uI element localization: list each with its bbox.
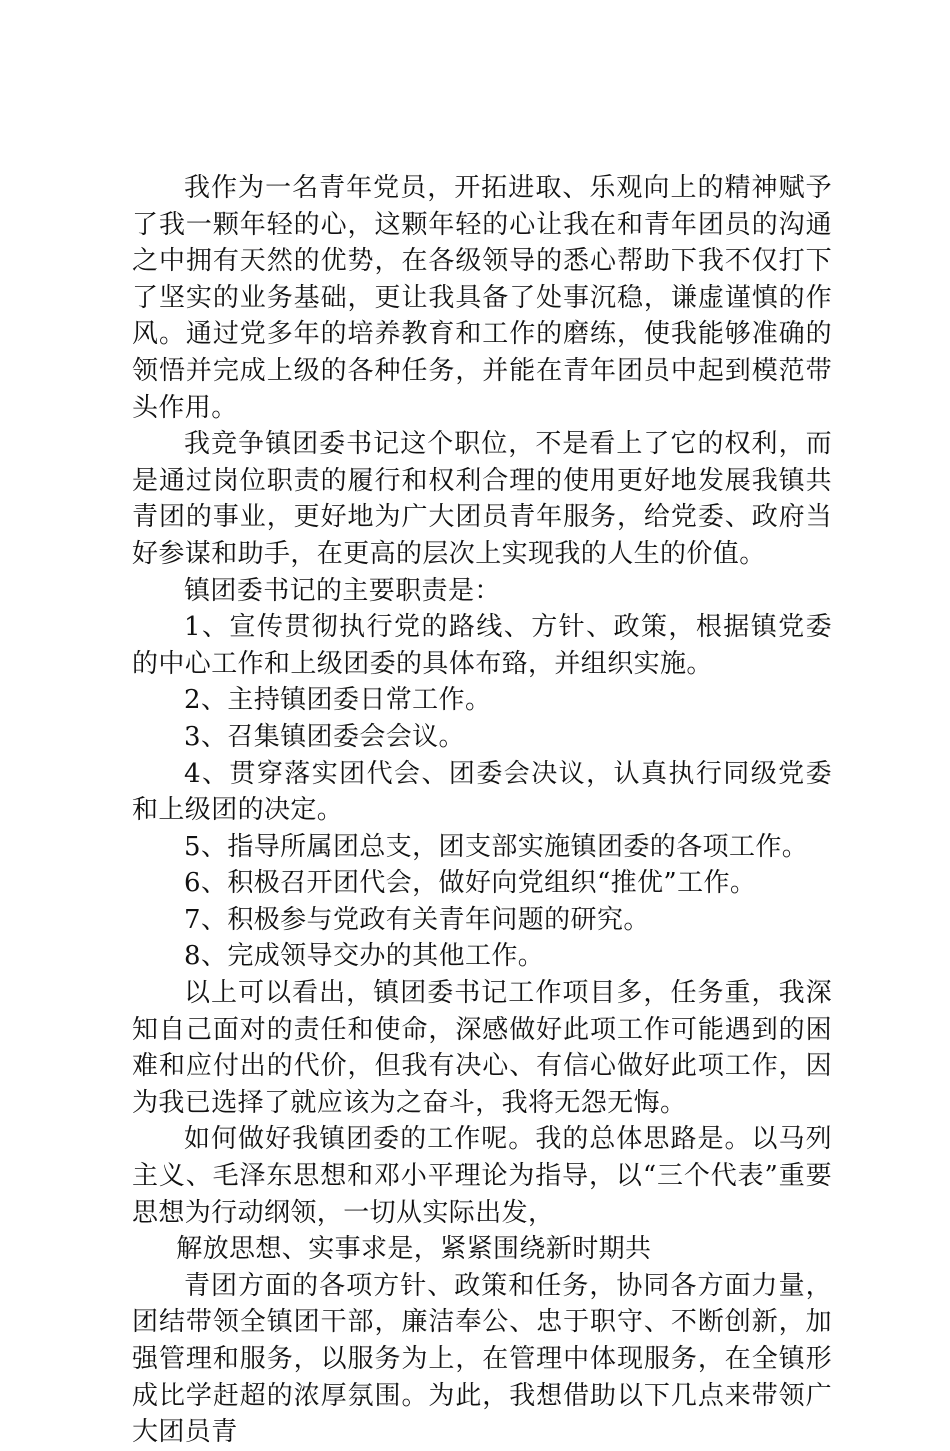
duty-item-5: 5、指导所属团总支，团支部实施镇团委的各项工作。 xyxy=(184,831,809,862)
paragraph-approach: 如何做好我镇团委的工作呢。我的总体思路是。以马列主义、毛泽东思想和邓小平理论为指导，以“三个代表”重要思想为行动纲领，一切从实际出发， xyxy=(132,1124,832,1228)
paragraph-plan: 青团方面的各项方针、政策和任务，协同各方面力量，团结带领全镇团干部，廉洁奉公、忠于职守、不断创新，加强管理和服务，以服务为上，在管理中体现服务，在全镇形成比学赶超的浓厚氛围。为此，我想借助以下几点来带领广大团员青 xyxy=(132,1270,832,1448)
paragraph-motivation: 我竞争镇团委书记这个职位，不是看上了它的权利，而是通过岗位职责的履行和权利合理的使用更好地发展我镇共青团的事业，更好地为广大团员青年服务，给党委、政府当好参谋和助手，在更高的层次上实现我的人生的价值。 xyxy=(132,429,832,569)
paragraph-approach-continued: 解放思想、实事求是，紧紧围绕新时期共 xyxy=(176,1234,652,1265)
duty-item-3: 3、召集镇团委会会议。 xyxy=(184,721,465,752)
document-body xyxy=(132,170,832,1451)
duty-item-6: 6、积极召开团代会，做好向党组织“推优”工作。 xyxy=(184,868,757,899)
paragraph-commitment: 以上可以看出，镇团委书记工作项目多，任务重，我深知自己面对的责任和使命，深感做好此项工作可能遇到的困难和应付出的代价，但我有决心、有信心做好此项工作，因为我已选择了就应该为之奋斗，我将无怨无悔。 xyxy=(132,978,832,1118)
duty-item-1: 1、宣传贯彻执行党的路线、方针、政策，根据镇党委的中心工作和上级团委的具体布臵，并组织实施。 xyxy=(132,612,832,679)
duty-item-2: 2、主持镇团委日常工作。 xyxy=(184,685,492,716)
paragraph-duties-heading: 镇团委书记的主要职责是： xyxy=(184,575,501,606)
duty-item-7: 7、积极参与党政有关青年问题的研究。 xyxy=(184,904,650,935)
duty-item-4: 4、贯穿落实团代会、团委会决议，认真执行同级党委和上级团的决定。 xyxy=(132,758,832,826)
duty-item-8: 8、完成领导交办的其他工作。 xyxy=(184,941,545,972)
paragraph-intro: 我作为一名青年党员，开拓进取、乐观向上的精神赋予了我一颗年轻的心，这颗年轻的心让我在和青年团员的沟通之中拥有天然的优势，在各级领导的悉心帮助下我不仅打下了坚实的业务基础，更让我具备了处事沉稳，谦虚谨慎的作风。通过党多年的培养教育和工作的磨练，使我能够准确的领悟并完成上级的各种任务，并能在青年团员中起到模范带头作用。 xyxy=(132,173,832,423)
